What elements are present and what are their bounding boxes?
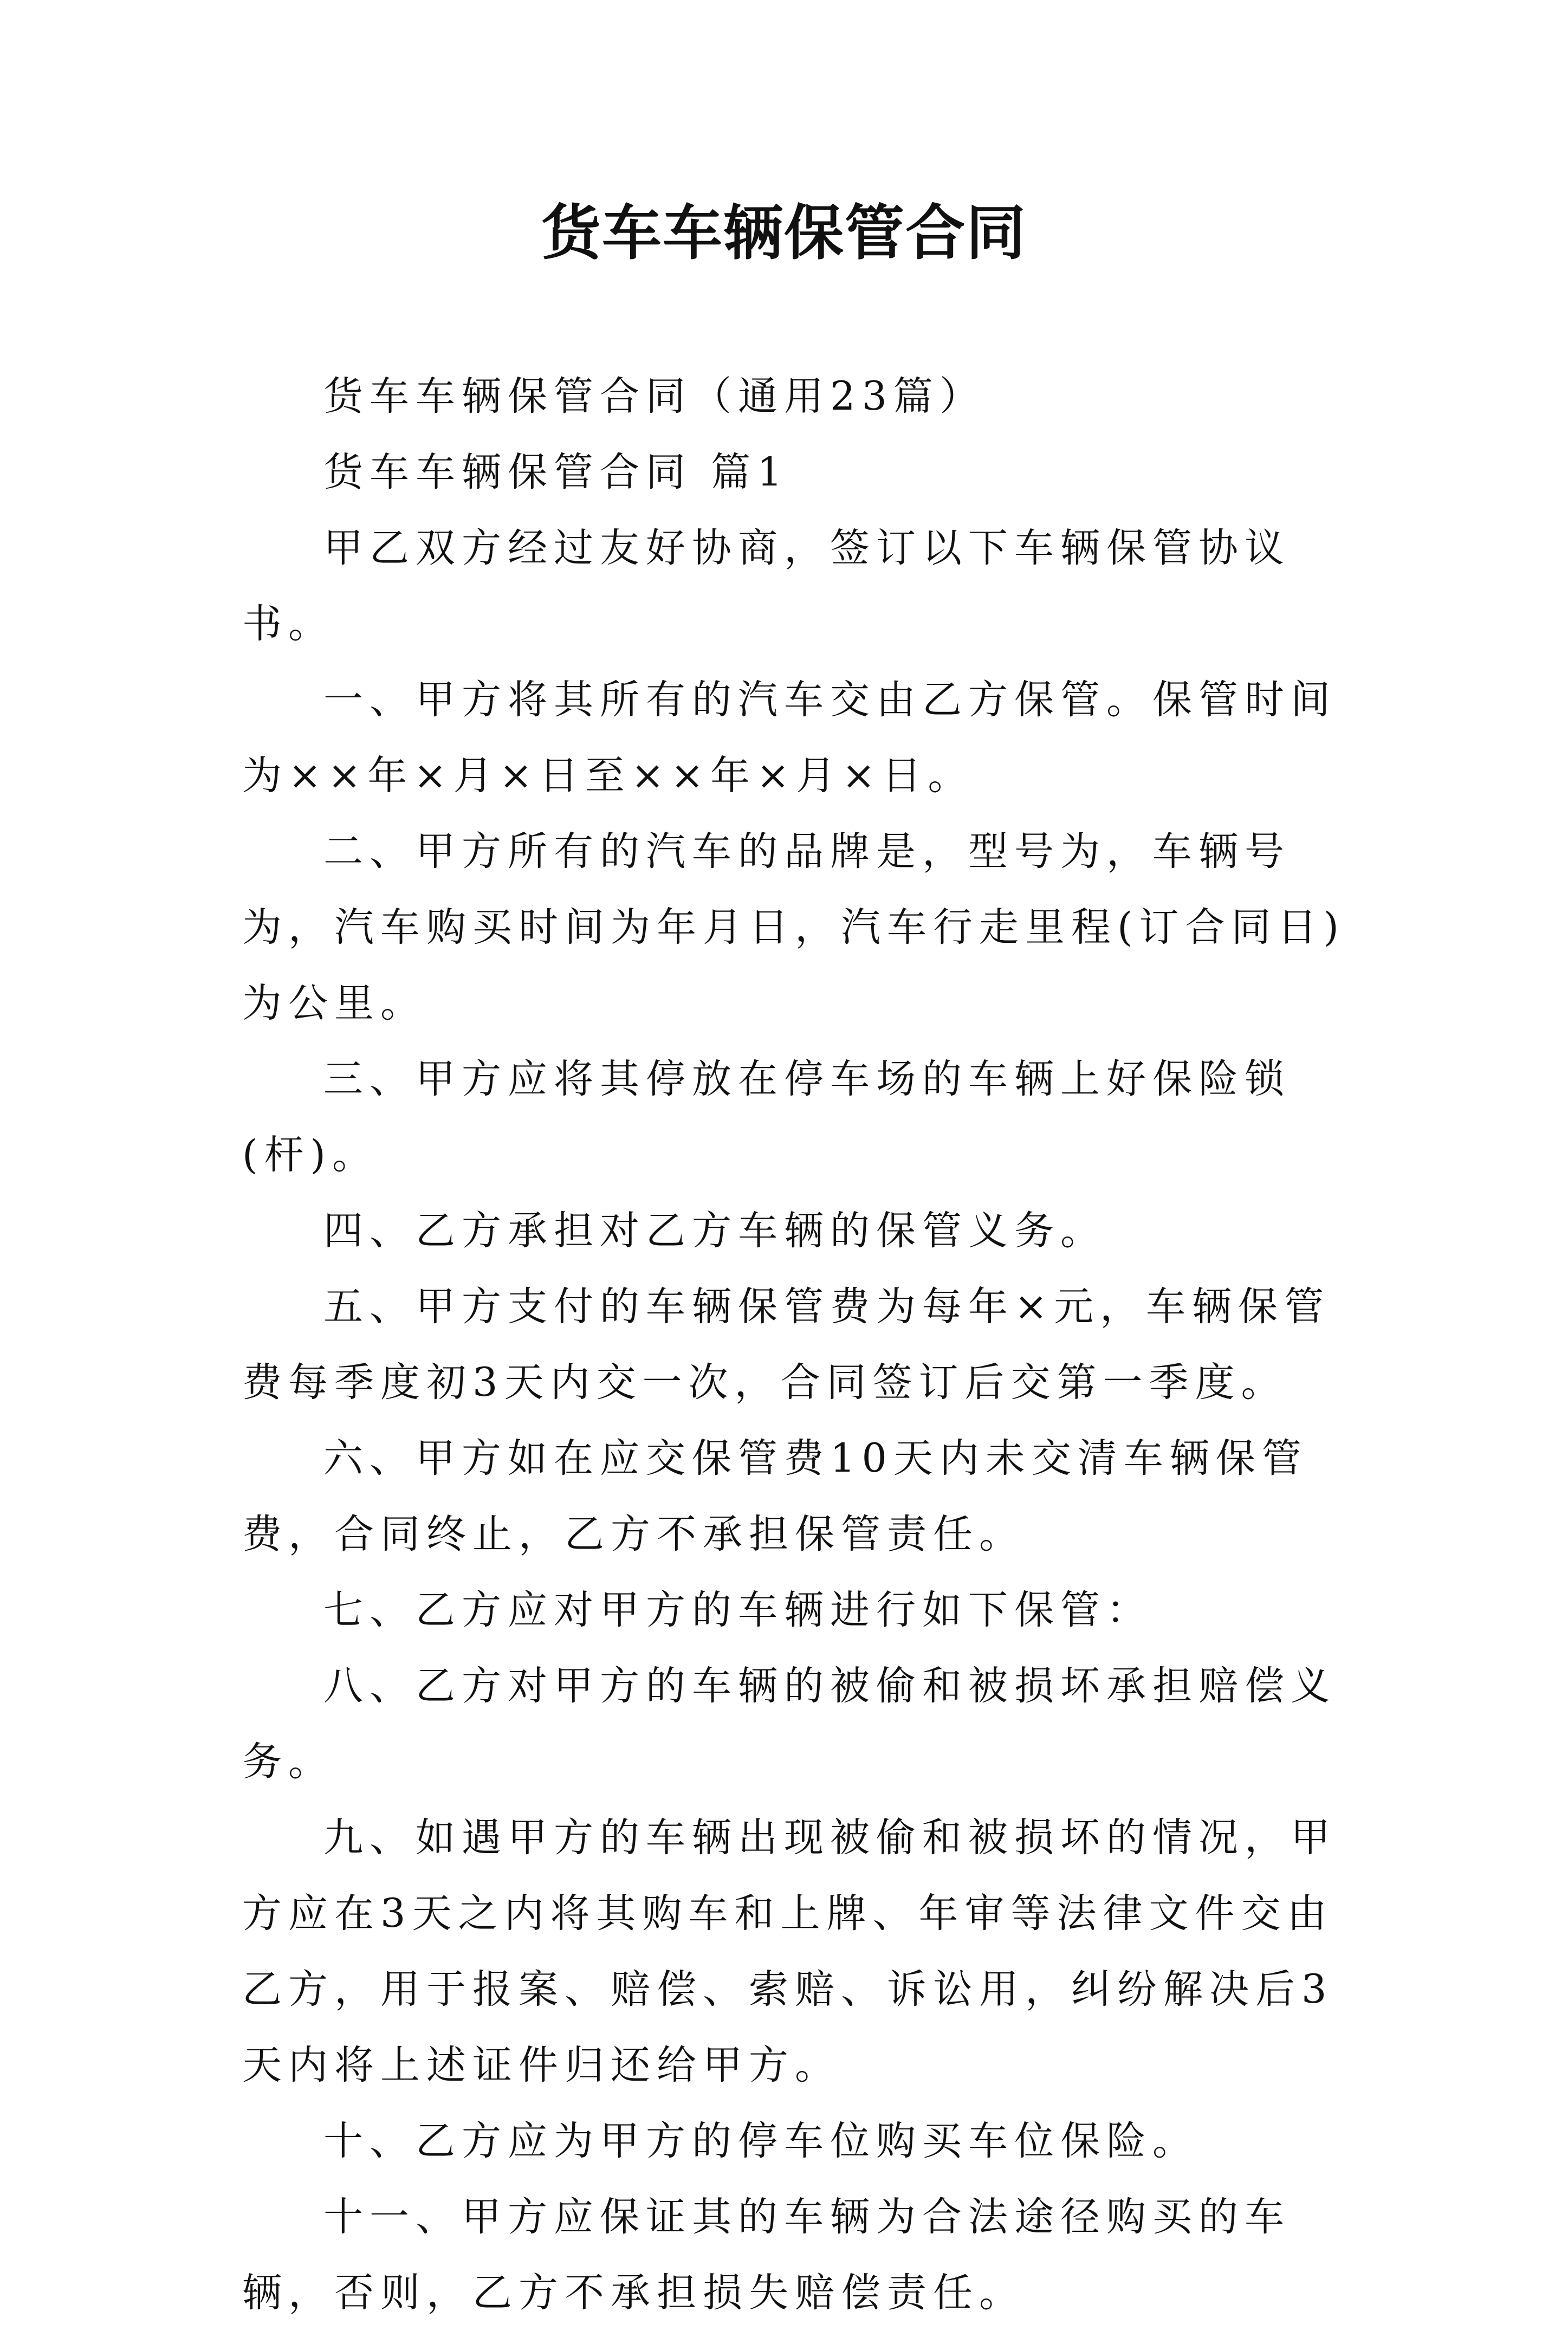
clause-1: 一、甲方将其所有的汽车交由乙方保管。保管时间为××年×月×日至××年×月×日。	[242, 677, 1337, 799]
clause-10: 十、乙方应为甲方的停车位购买车位保险。	[323, 2118, 1198, 2164]
clause-3: 三、甲方应将其停放在停车场的车辆上好保险锁(杆)。	[242, 1056, 1291, 1178]
clause-7: 七、乙方应对甲方的车辆进行如下保管：	[323, 1587, 1152, 1633]
paragraph-section-heading: 货车车辆保管合同 篇1	[323, 449, 789, 495]
clause-5: 五、甲方支付的车辆保管费为每年×元，车辆保管费每季度初3天内交一次，合同签订后交第一季度。	[242, 1284, 1331, 1406]
clause-6: 六、甲方如在应交保管费10天内未交清车辆保管费，合同终止，乙方不承担保管责任。	[242, 1435, 1308, 1557]
clause-2: 二、甲方所有的汽车的品牌是，型号为，车辆号为，汽车购买时间为年月日，汽车行走里程(订合同日)为公里。	[242, 828, 1345, 1026]
clause-9: 九、如遇甲方的车辆出现被偷和被损坏的情况，甲方应在3天之内将其购车和上牌、年审等法律文件交由乙方，用于报案、赔偿、索赔、诉讼用，纠纷解决后3天内将上述证件归还给甲方。	[242, 1815, 1337, 2088]
document-body	[242, 359, 1347, 2331]
document-title: 货车车辆保管合同	[541, 198, 1027, 268]
clause-8: 八、乙方对甲方的车辆的被偷和被损坏承担赔偿义务。	[242, 1663, 1337, 1785]
clause-11: 十一、甲方应保证其的车辆为合法途径购买的车辆，否则，乙方不承担损失赔偿责任。	[242, 2194, 1291, 2316]
clause-4: 四、乙方承担对乙方车辆的保管义务。	[323, 1208, 1106, 1254]
paragraph-intro: 甲乙双方经过友好协商，签订以下车辆保管协议书。	[242, 525, 1291, 647]
paragraph-collection-title: 货车车辆保管合同（通用23篇）	[323, 373, 986, 419]
